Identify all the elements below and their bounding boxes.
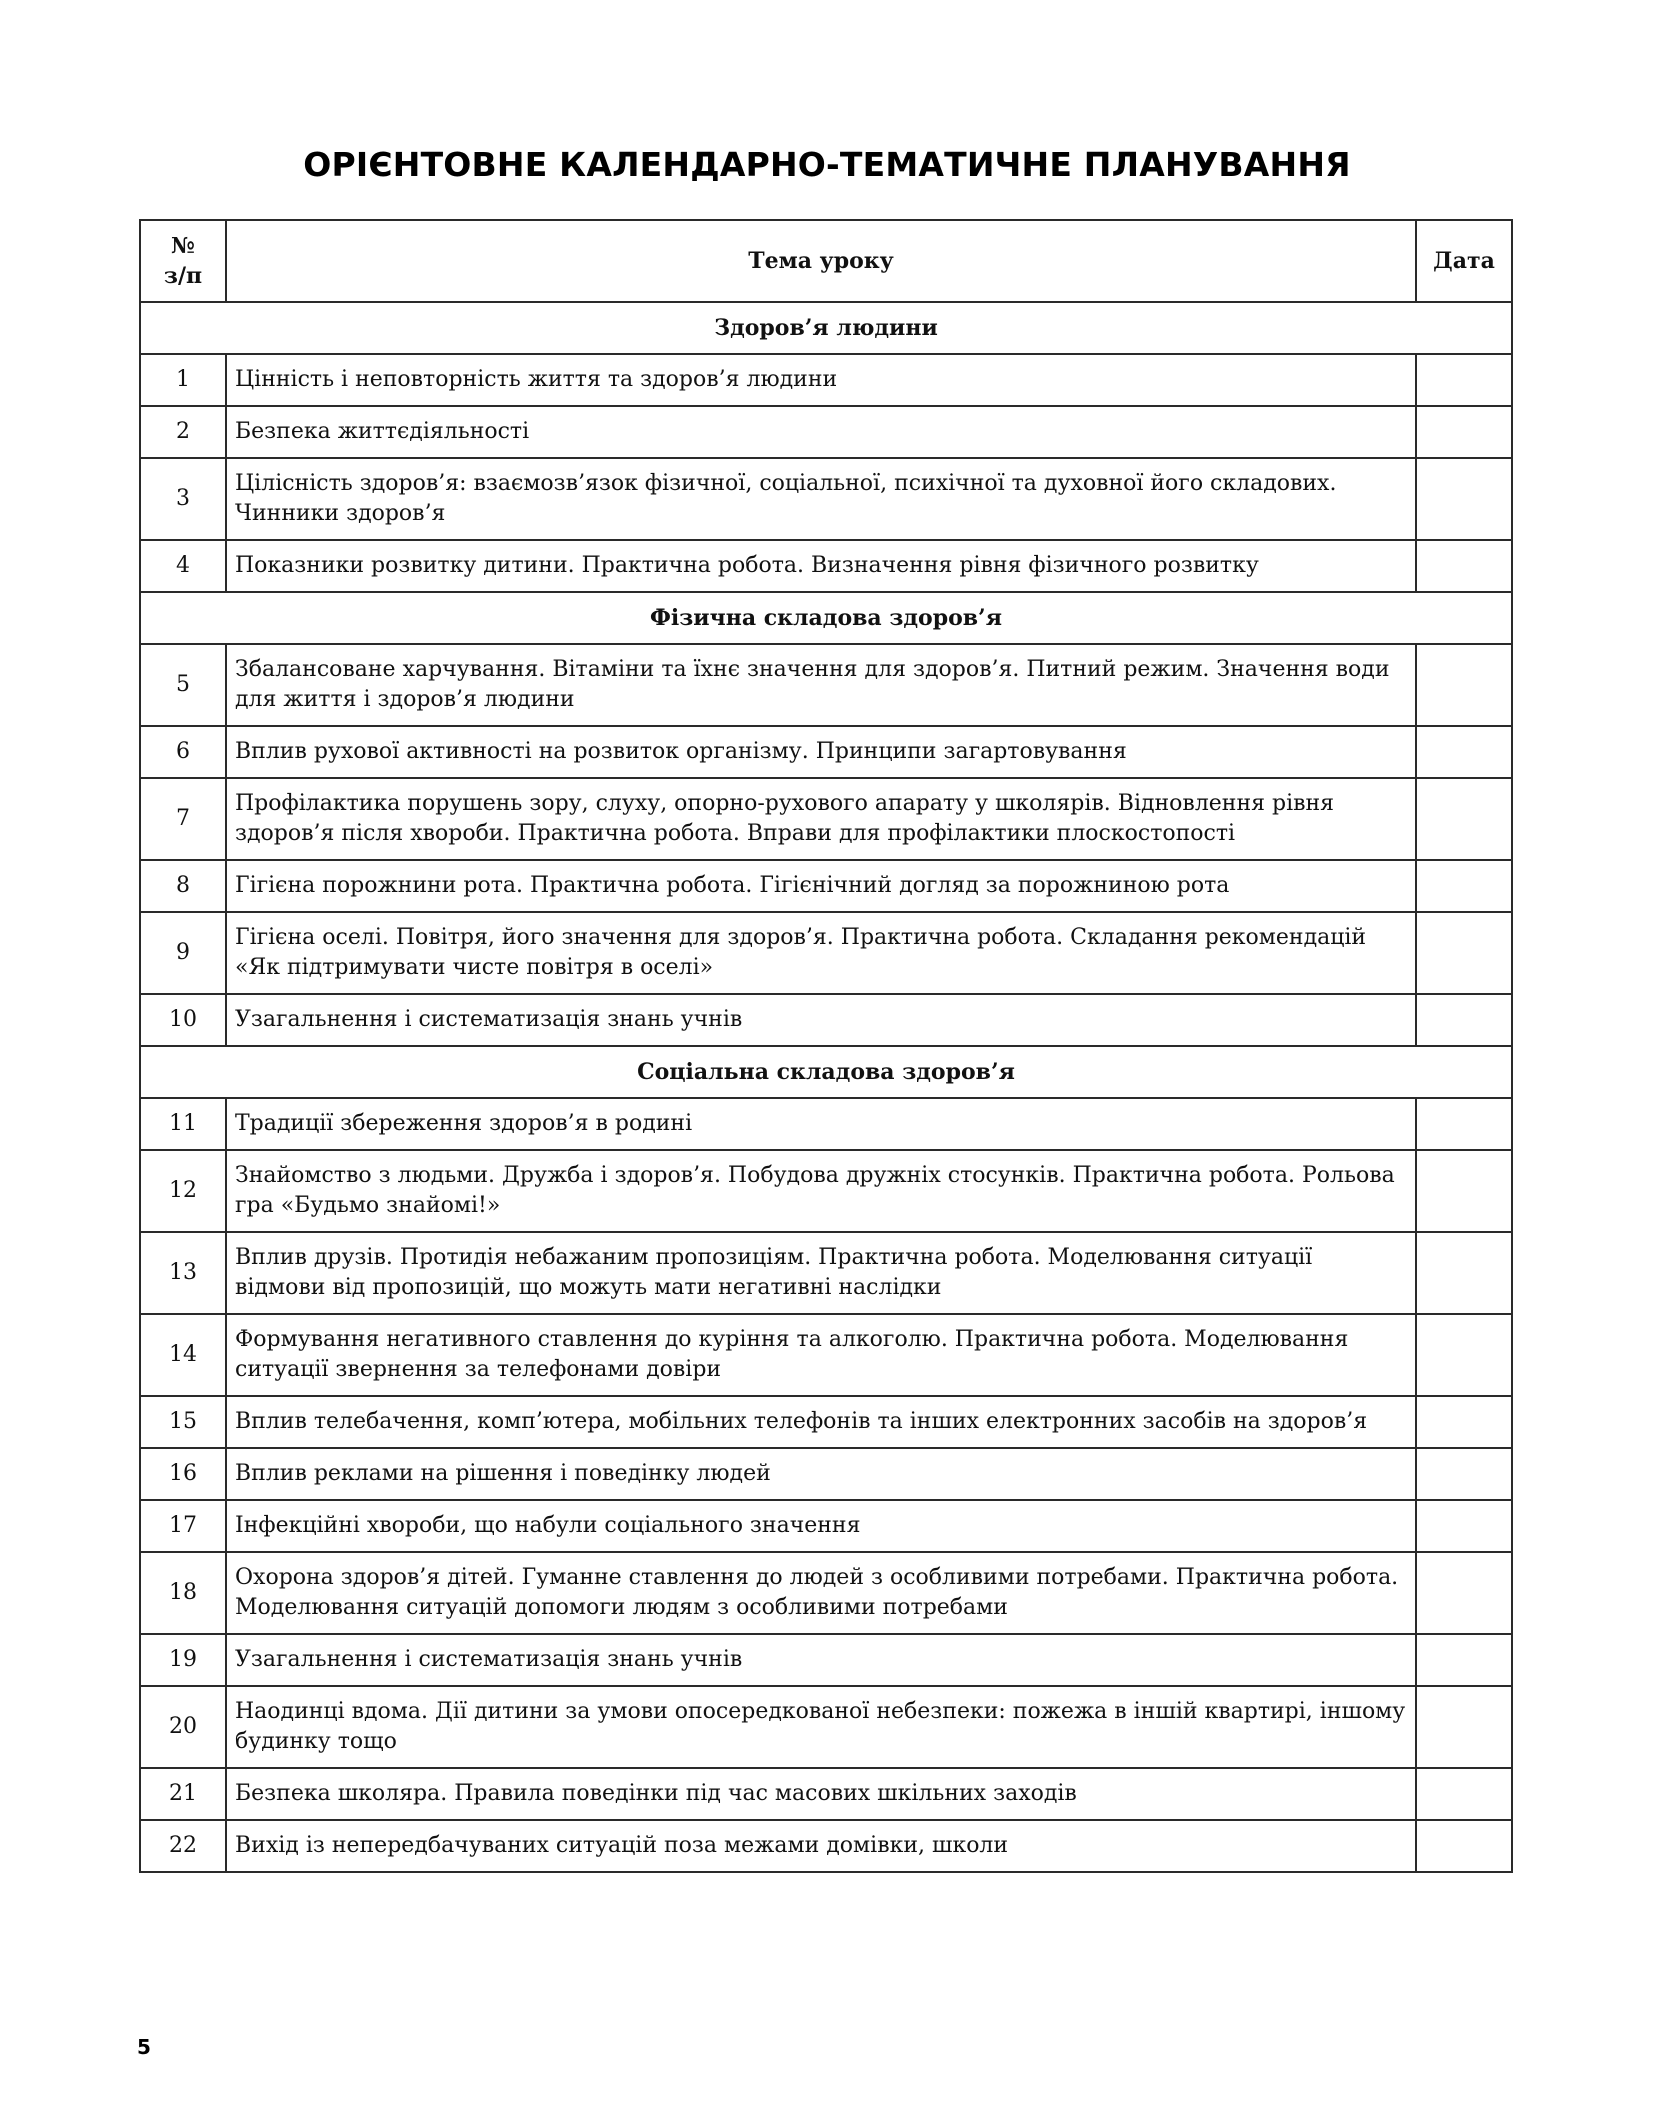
lesson-topic: Вплив рухової активності на розвиток організму. Принципи загартовування [226,726,1416,778]
table-row [140,1232,1512,1314]
table-row [140,860,1512,912]
lesson-date[interactable] [1416,1768,1512,1820]
page-number: 5 [137,2035,151,2059]
table-row [140,994,1512,1046]
page-title: ОРІЄНТОВНЕ КАЛЕНДАРНО-ТЕМАТИЧНЕ ПЛАНУВАННЯ [303,145,1351,184]
table-row [140,1820,1512,1872]
lesson-topic: Цілісність здоров’я: взаємозв’язок фізичної, соціальної, психічної та духовної його складових. Чинники здоров’я [226,458,1416,540]
lesson-topic: Вплив реклами на рішення і поведінку людей [226,1448,1416,1500]
table-row [140,1448,1512,1500]
lesson-topic: Гігієна порожнини рота. Практична робота. Гігієнічний догляд за порожниною рота [226,860,1416,912]
lesson-topic: Інфекційні хвороби, що набули соціального значення [226,1500,1416,1552]
table-header-row [140,220,1512,302]
header-date: Дата [1416,220,1512,302]
lesson-topic: Безпека школяра. Правила поведінки під час масових шкільних заходів [226,1768,1416,1820]
section-row [140,302,1512,354]
table-row [140,1396,1512,1448]
lesson-number: 7 [140,778,226,860]
lesson-number: 14 [140,1314,226,1396]
lesson-date[interactable] [1416,912,1512,994]
planning-table [139,219,1513,1873]
lesson-topic: Узагальнення і систематизація знань учнів [226,994,1416,1046]
lesson-number: 2 [140,406,226,458]
lesson-number: 11 [140,1098,226,1150]
table-row [140,1634,1512,1686]
header-number-abbr: з/п [163,263,203,289]
lesson-date[interactable] [1416,1820,1512,1872]
lesson-topic: Знайомство з людьми. Дружба і здоров’я. Побудова дружніх стосунків. Практична робота. Рольова гра «Будьмо знайомі!» [226,1150,1416,1232]
lesson-number: 5 [140,644,226,726]
section-title: Здоров’я людини [140,302,1512,354]
lesson-number: 22 [140,1820,226,1872]
lesson-date[interactable] [1416,1500,1512,1552]
lesson-date[interactable] [1416,458,1512,540]
lesson-date[interactable] [1416,540,1512,592]
lesson-date[interactable] [1416,1396,1512,1448]
lesson-date[interactable] [1416,1686,1512,1768]
table-row [140,1150,1512,1232]
lesson-topic: Вплив друзів. Протидія небажаним пропозиціям. Практична робота. Моделювання ситуації відмови від пропозицій, що можуть мати негативні наслідки [226,1232,1416,1314]
section-title: Фізична складова здоров’я [140,592,1512,644]
lesson-topic: Формування негативного ставлення до куріння та алкоголю. Практична робота. Моделювання ситуації звернення за телефонами довіри [226,1314,1416,1396]
lesson-topic: Цінність і неповторність життя та здоров’я людини [226,354,1416,406]
lesson-topic: Охорона здоров’я дітей. Гуманне ставлення до людей з особливими потребами. Практична робота. Моделювання ситуацій допомоги людям з особливими потребами [226,1552,1416,1634]
lesson-date[interactable] [1416,726,1512,778]
table-row [140,1500,1512,1552]
lesson-topic: Гігієна оселі. Повітря, його значення для здоров’я. Практична робота. Складання рекомендацій «Як підтримувати чисте повітря в оселі» [226,912,1416,994]
lesson-number: 17 [140,1500,226,1552]
header-number [140,220,226,302]
lesson-number: 12 [140,1150,226,1232]
section-row [140,1046,1512,1098]
table-row [140,1314,1512,1396]
table-row [140,540,1512,592]
lesson-topic: Профілактика порушень зору, слуху, опорно-рухового апарату у школярів. Відновлення рівня здоров’я після хвороби. Практична робота. Вправи для профілактики плоскостопості [226,778,1416,860]
lesson-number: 13 [140,1232,226,1314]
table-row [140,406,1512,458]
table-row [140,1552,1512,1634]
table-row [140,726,1512,778]
table-row [140,778,1512,860]
table-row [140,1098,1512,1150]
lesson-date[interactable] [1416,406,1512,458]
table-row [140,1768,1512,1820]
lesson-topic: Наодинці вдома. Дії дитини за умови опосередкованої небезпеки: пожежа в іншій квартирі, іншому будинку тощо [226,1686,1416,1768]
lesson-date[interactable] [1416,1098,1512,1150]
lesson-date[interactable] [1416,1552,1512,1634]
header-topic: Тема уроку [226,220,1416,302]
section-title: Соціальна складова здоров’я [140,1046,1512,1098]
lesson-topic: Безпека життєдіяльності [226,406,1416,458]
lesson-number: 3 [140,458,226,540]
lesson-date[interactable] [1416,1634,1512,1686]
lesson-date[interactable] [1416,1150,1512,1232]
table-row [140,354,1512,406]
table-row [140,1686,1512,1768]
lesson-number: 18 [140,1552,226,1634]
lesson-number: 8 [140,860,226,912]
lesson-date[interactable] [1416,994,1512,1046]
lesson-topic: Традиції збереження здоров’я в родині [226,1098,1416,1150]
lesson-number: 19 [140,1634,226,1686]
lesson-date[interactable] [1416,1448,1512,1500]
lesson-date[interactable] [1416,1232,1512,1314]
lesson-topic: Вихід із непередбачуваних ситуацій поза межами домівки, школи [226,1820,1416,1872]
lesson-number: 6 [140,726,226,778]
section-row [140,592,1512,644]
lesson-date[interactable] [1416,354,1512,406]
lesson-number: 21 [140,1768,226,1820]
table-row [140,644,1512,726]
header-number-symbol: № [171,233,195,259]
lesson-number: 4 [140,540,226,592]
lesson-topic: Вплив телебачення, комп’ютера, мобільних телефонів та інших електронних засобів на здоров’я [226,1396,1416,1448]
lesson-number: 1 [140,354,226,406]
lesson-number: 9 [140,912,226,994]
lesson-number: 15 [140,1396,226,1448]
lesson-topic: Узагальнення і систематизація знань учнів [226,1634,1416,1686]
lesson-number: 10 [140,994,226,1046]
lesson-number: 20 [140,1686,226,1768]
lesson-topic: Показники розвитку дитини. Практична робота. Визначення рівня фізичного розвитку [226,540,1416,592]
lesson-date[interactable] [1416,644,1512,726]
lesson-date[interactable] [1416,860,1512,912]
lesson-date[interactable] [1416,1314,1512,1396]
table-body [140,302,1512,1872]
table-row [140,458,1512,540]
table-row [140,912,1512,994]
lesson-topic: Збалансоване харчування. Вітаміни та їхнє значення для здоров’я. Питний режим. Значення води для життя і здоров’я людини [226,644,1416,726]
lesson-number: 16 [140,1448,226,1500]
lesson-date[interactable] [1416,778,1512,860]
